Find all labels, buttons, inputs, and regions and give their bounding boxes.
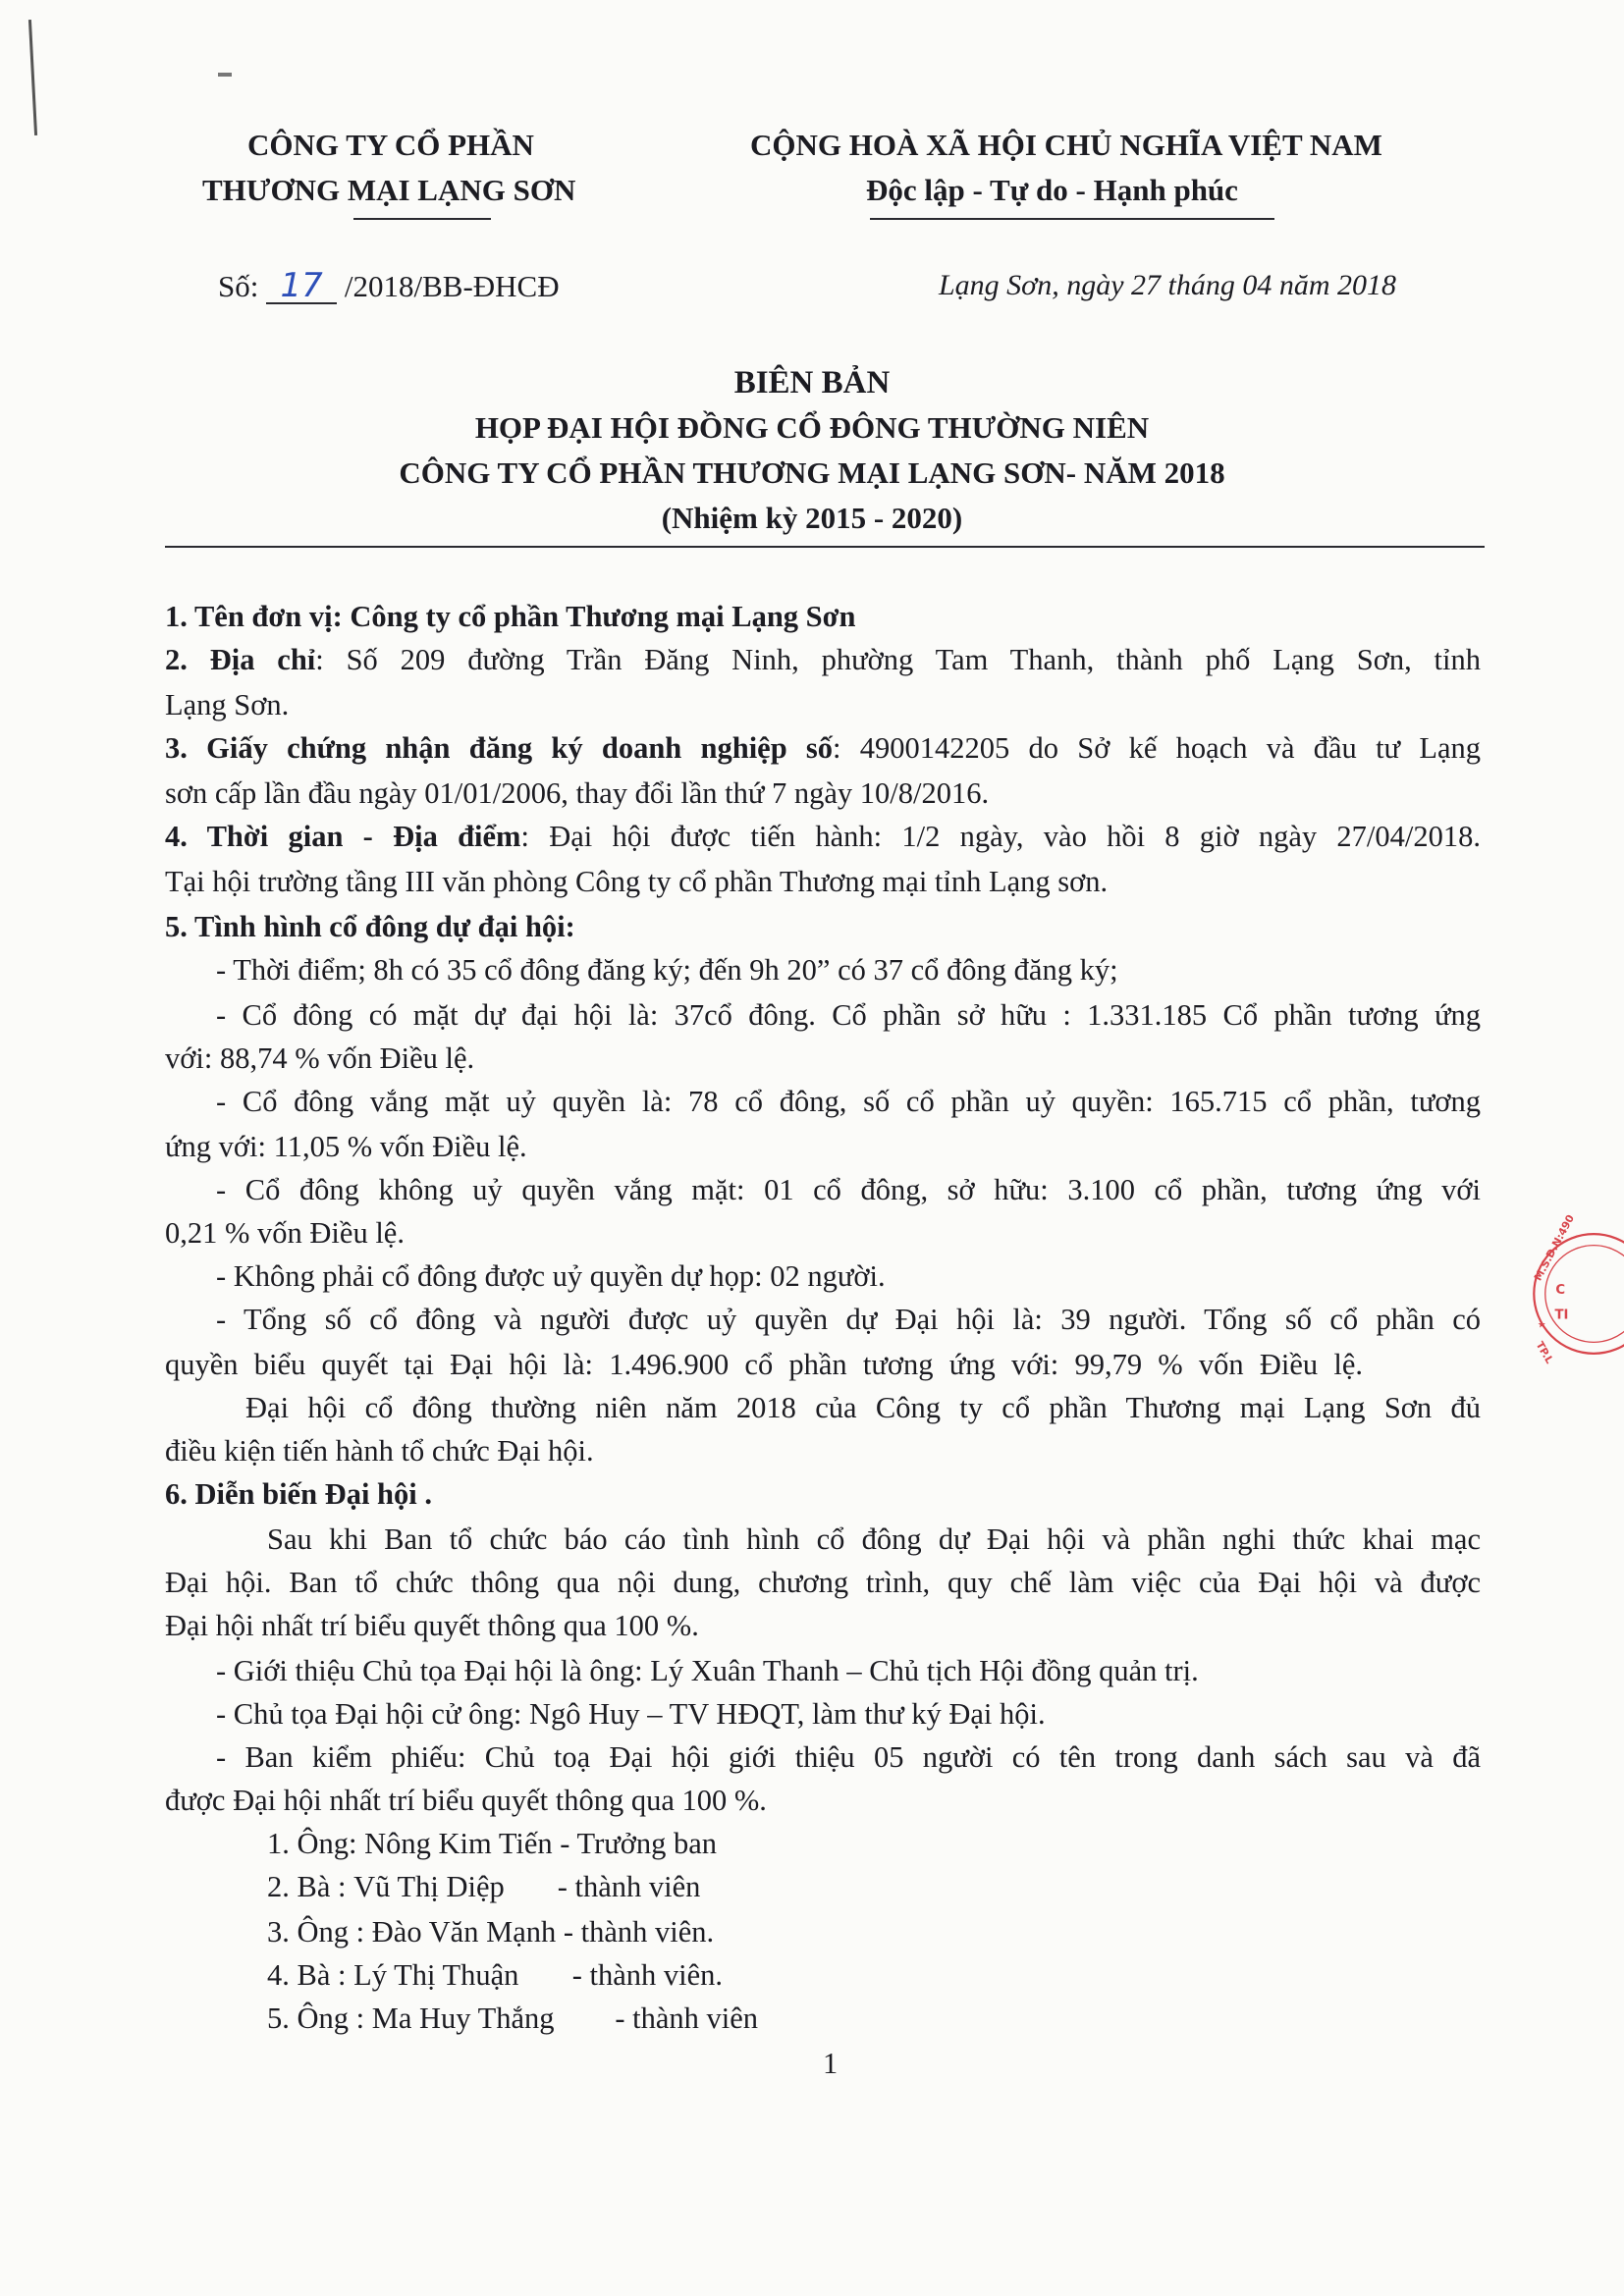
section-2-text-cont: Lạng Sơn. bbox=[165, 688, 290, 721]
section-1-unit: 1. Tên đơn vị: Công ty cổ phần Thương mại Lạng Sơn bbox=[165, 600, 856, 633]
margin-dot bbox=[218, 73, 232, 77]
doc-title: BIÊN BẢN bbox=[733, 365, 891, 400]
section-6-ballot-committee: - Ban kiểm phiếu: Chủ toạ Đại hội giới thiệu 05 người có tên trong danh sách sau và đã bbox=[216, 1740, 1481, 1774]
section-5-proxy: - Cổ đông vắng mặt uỷ quyền là: 78 cổ đông, số cổ phần uỷ quyền: 165.715 cổ phần, tương bbox=[216, 1085, 1481, 1118]
section-2-text: : Số 209 đường Trần Đăng Ninh, phường Tam Thanh, thành phố Lạng Sơn, tỉnh bbox=[315, 643, 1481, 676]
section-5-absent-cont: 0,21 % vốn Điều lệ. bbox=[165, 1216, 405, 1250]
section-2-label: 2. Địa chỉ bbox=[165, 643, 316, 676]
section-4-text-cont: Tại hội trường tầng III văn phòng Công ty cổ phần Thương mại tỉnh Lạng sơn. bbox=[165, 865, 1109, 898]
member-row: 4. Bà : Lý Thị Thuận - thành viên. bbox=[267, 1958, 724, 1992]
company-seal-icon bbox=[1529, 1147, 1624, 1441]
section-5-present-cont: với: 88,74 % vốn Điều lệ. bbox=[165, 1041, 475, 1075]
doc-number bbox=[218, 266, 560, 305]
section-3-label: 3. Giấy chứng nhận đăng ký doanh nghiệp số bbox=[165, 731, 834, 765]
doc-number-handwritten: 17 bbox=[266, 269, 337, 304]
section-6-intro-cont: Đại hội. Ban tổ chức thông qua nội dung, chương trình, quy chế làm việc của Đại hội và được bbox=[165, 1566, 1481, 1599]
section-5-total: - Tổng số cổ đông và người được uỷ quyền dự Đại hội là: 39 người. Tổng số cổ phần có bbox=[216, 1303, 1481, 1336]
section-4-label: 4. Thời gian - Địa điểm bbox=[165, 820, 521, 853]
margin-mark bbox=[28, 20, 37, 135]
nation-motto: Độc lập - Tự do - Hạnh phúc bbox=[866, 173, 1238, 207]
svg-text:M.S.D.N:490: M.S.D.N:490 bbox=[1532, 1212, 1577, 1283]
company-underline bbox=[353, 218, 491, 220]
svg-text:★: ★ bbox=[1537, 1319, 1546, 1331]
section-6-ballot-committee-cont: được Đại hội nhất trí biểu quyết thông qua 100 %. bbox=[165, 1784, 767, 1817]
member-row: 1. Ông: Nông Kim Tiến - Trưởng ban bbox=[267, 1827, 718, 1860]
company-year-title: CÔNG TY CỔ PHẦN THƯƠNG MẠI LẠNG SƠN- NĂM 2018 bbox=[399, 455, 1225, 490]
section-6-intro-cont2: Đại hội nhất trí biểu quyết thông qua 100 %. bbox=[165, 1609, 699, 1642]
section-4-text: : Đại hội được tiến hành: 1/2 ngày, vào hồi 8 giờ ngày 27/04/2018. bbox=[520, 820, 1482, 853]
svg-text:C: C bbox=[1555, 1283, 1566, 1298]
section-5-quorum-cont: điều kiện tiến hành tổ chức Đại hội. bbox=[165, 1434, 594, 1468]
section-5-present: - Cổ đông có mặt dự đại hội là: 37cổ đông. Cổ phần sở hữu : 1.331.185 Cổ phần tương ứng bbox=[216, 998, 1481, 1032]
section-5-non-shareholder: - Không phải cổ đông được uỷ quyền dự họp: 02 người. bbox=[216, 1259, 886, 1293]
nation-title: CỘNG HOÀ XÃ HỘI CHỦ NGHĨA VIỆT NAM bbox=[750, 128, 1382, 162]
company-name-line2: THƯƠNG MẠI LẠNG SƠN bbox=[202, 173, 576, 207]
section-6-chairman: - Giới thiệu Chủ tọa Đại hội là ông: Lý Xuân Thanh – Chủ tịch Hội đồng quản trị. bbox=[216, 1654, 1199, 1687]
term-title: (Nhiệm kỳ 2015 - 2020) bbox=[661, 501, 963, 535]
section-5-proxy-cont: ứng với: 11,05 % vốn Điều lệ. bbox=[165, 1130, 527, 1163]
section-5-total-cont: quyền biểu quyết tại Đại hội là: 1.496.900 cổ phần tương ứng với: 99,79 % vốn Điều lệ. bbox=[165, 1348, 1363, 1381]
company-name-line1: CÔNG TY CỔ PHẦN bbox=[247, 128, 534, 162]
doc-number-label: Số: bbox=[218, 269, 259, 303]
section-5-quorum: Đại hội cổ đông thường niên năm 2018 của Công ty cổ phần Thương mại Lạng Sơn đủ bbox=[245, 1391, 1481, 1424]
page-number: 1 bbox=[823, 2047, 839, 2080]
section-6-secretary: - Chủ tọa Đại hội cử ông: Ngô Huy – TV HĐQT, làm thư ký Đại hội. bbox=[216, 1697, 1046, 1731]
member-row: 3. Ông : Đào Văn Mạnh - thành viên. bbox=[267, 1915, 715, 1949]
meeting-title: HỌP ĐẠI HỘI ĐỒNG CỔ ĐÔNG THƯỜNG NIÊN bbox=[474, 410, 1150, 445]
svg-text:TP.L: TP.L bbox=[1533, 1339, 1555, 1366]
section-6-heading: 6. Diễn biến Đại hội . bbox=[165, 1477, 432, 1511]
member-row: 2. Bà : Vũ Thị Diệp - thành viên bbox=[267, 1870, 701, 1903]
section-6-intro: Sau khi Ban tổ chức báo cáo tình hình cổ đông dự Đại hội và phần nghi thức khai mạc bbox=[267, 1522, 1481, 1556]
section-3-registration bbox=[165, 726, 1481, 770]
svg-text:TI: TI bbox=[1554, 1308, 1569, 1323]
title-rule bbox=[165, 546, 1485, 548]
section-4-time-place bbox=[165, 815, 1481, 858]
doc-number-suffix: /2018/BB-ĐHCĐ bbox=[344, 269, 560, 303]
section-3-text: : 4900142205 do Sở kế hoạch và đầu tư Lạng bbox=[833, 731, 1481, 765]
section-5-registration: - Thời điểm; 8h có 35 cổ đông đăng ký; đến 9h 20” có 37 cổ đông đăng ký; bbox=[216, 953, 1118, 987]
section-5-heading: 5. Tình hình cổ đông dự đại hội: bbox=[165, 910, 575, 943]
section-3-text-cont: sơn cấp lần đầu ngày 01/01/2006, thay đổi lần thứ 7 ngày 10/8/2016. bbox=[165, 776, 990, 810]
motto-underline bbox=[870, 218, 1274, 220]
member-row: 5. Ông : Ma Huy Thắng - thành viên bbox=[267, 2002, 759, 2035]
section-2-address bbox=[165, 638, 1481, 681]
document-date: Lạng Sơn, ngày 27 tháng 04 năm 2018 bbox=[939, 269, 1397, 301]
section-5-absent: - Cổ đông không uỷ quyền vắng mặt: 01 cổ đông, sở hữu: 3.100 cổ phần, tương ứng với bbox=[216, 1173, 1481, 1206]
